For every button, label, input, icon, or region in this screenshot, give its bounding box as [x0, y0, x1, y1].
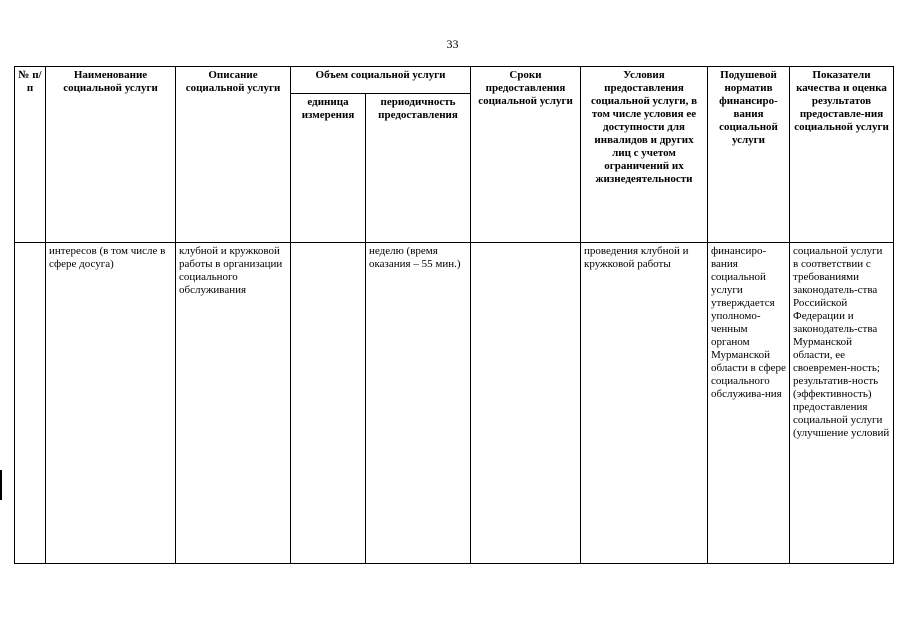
header-volume: Объем социальной услуги [291, 67, 471, 94]
header-norm: Подушевой норматив финансиро-вания социальной услуги [708, 67, 790, 243]
header-description: Описание социальной услуги [176, 67, 291, 243]
cell-quality: социальной услуги в соответствии с требованиями законодатель-ства Российской Федерации и законодатель-ства Мурманской области, ее своевремен-ность; результатив-ность (эффективность) предоставления социальной услуги (улучшение условий [790, 243, 894, 564]
header-name: Наименование социальной услуги [46, 67, 176, 243]
page-number: 33 [446, 37, 459, 51]
cell-num [15, 243, 46, 564]
cell-conditions: проведения клубной и кружковой работы [581, 243, 708, 564]
cell-name: интересов (в том числе в сфере досуга) [46, 243, 176, 564]
cell-periodicity: неделю (время оказания – 55 мин.) [366, 243, 471, 564]
table-row [15, 243, 894, 564]
services-table [14, 66, 894, 564]
header-conditions: Условия предоставления социальной услуги, в том числе условия ее доступности для инвалидов и других лиц с учетом ограничений их жизнедеятельности [581, 67, 708, 243]
edge-mark [0, 470, 2, 500]
cell-terms [471, 243, 581, 564]
header-periodicity: периодичность предоставления [366, 94, 471, 243]
header-row-top [15, 67, 894, 94]
cell-unit [291, 243, 366, 564]
header-num: № п/п [15, 67, 46, 243]
header-unit: единица измерения [291, 94, 366, 243]
cell-norm: финансиро-вания социальной услуги утверждается уполномо-ченным органом Мурманской области в сфере социального обслужива-ния [708, 243, 790, 564]
cell-description: клубной и кружковой работы в организации социального обслуживания [176, 243, 291, 564]
header-terms: Сроки предоставления социальной услуги [471, 67, 581, 243]
header-quality: Показатели качества и оценка результатов предоставле-ния социальной услуги [790, 67, 894, 243]
